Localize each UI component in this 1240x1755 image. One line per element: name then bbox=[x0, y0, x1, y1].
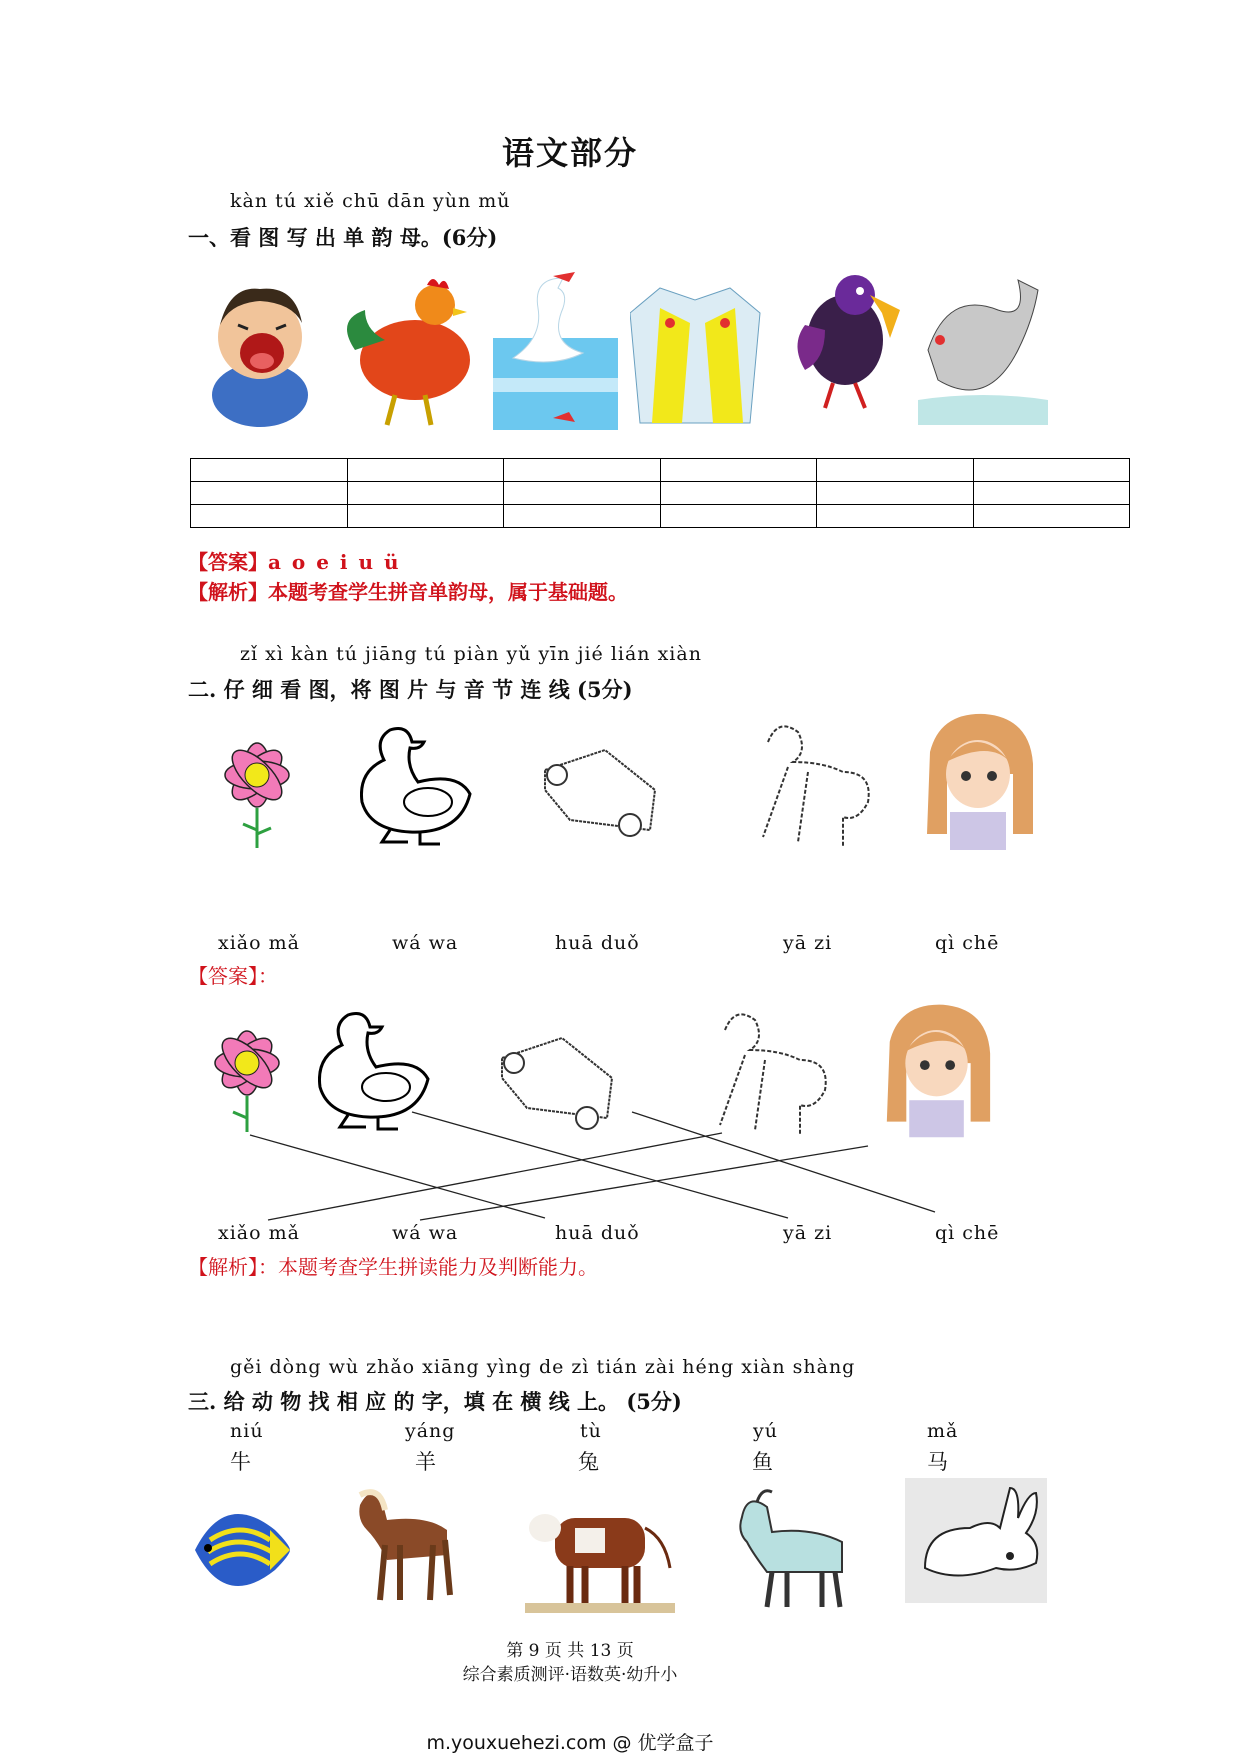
angelfish-image bbox=[190, 1500, 295, 1605]
answer-syllable-3: huā duǒ bbox=[555, 1222, 640, 1244]
line-car-qiche bbox=[632, 1112, 935, 1212]
char-tu: 兔 bbox=[578, 1450, 599, 1474]
analysis-label: 【解析】 bbox=[188, 580, 268, 604]
q2-syllable-2: wá wa bbox=[392, 932, 459, 954]
q2-syllable-1: xiǎo mǎ bbox=[218, 932, 300, 954]
answer-text: a o e i u ü bbox=[268, 550, 401, 574]
line-horse-xiaoma bbox=[268, 1133, 722, 1220]
rabbit-drawing-image bbox=[905, 1478, 1047, 1603]
char-niu: 牛 bbox=[230, 1450, 251, 1474]
q2-syllable-4: yā zi bbox=[783, 932, 833, 954]
footer-subtitle: 综合素质测评·语数英·幼升小 bbox=[462, 1665, 678, 1685]
char-ma: 马 bbox=[927, 1450, 948, 1474]
q2-pinyin: zǐ xì kàn tú jiāng tú piàn yǔ yīn jié lián xiàn bbox=[240, 643, 702, 665]
watermark: m.youxuehezi.com @ 优学盒子 bbox=[426, 1732, 714, 1754]
analysis-text: 本题考查学生拼音单韵母，属于基础题。 bbox=[268, 580, 628, 604]
char-yu: 鱼 bbox=[752, 1450, 773, 1474]
analysis-text: 本题考查学生拼读能力及判断能力。 bbox=[278, 1255, 598, 1279]
answer-syllable-4: yā zi bbox=[783, 1222, 833, 1244]
q1-heading: 一、看 图 写 出 单 韵 母。(6分) bbox=[188, 225, 498, 250]
line-flower-huaduo bbox=[250, 1135, 545, 1218]
answer-syllable-5: qì chē bbox=[935, 1222, 1000, 1244]
char-pinyin-yu: yú bbox=[753, 1420, 778, 1442]
char-pinyin-ma: mǎ bbox=[927, 1420, 959, 1442]
q1-pinyin: kàn tú xiě chū dān yùn mǔ bbox=[230, 190, 511, 212]
q3-pinyin: gěi dòng wù zhǎo xiāng yìng de zì tián zài héng xiàn shàng bbox=[230, 1356, 856, 1378]
page-number: 第 9 页 共 13 页 bbox=[506, 1641, 634, 1661]
line-doll-wawa bbox=[420, 1146, 868, 1220]
q2-answer-label: 【答案】： bbox=[188, 964, 278, 988]
line-duck-yazi bbox=[412, 1112, 788, 1218]
cow-image bbox=[525, 1498, 675, 1613]
answer-syllable-1: xiǎo mǎ bbox=[218, 1222, 300, 1244]
char-pinyin-niu: niú bbox=[230, 1420, 264, 1442]
analysis-label: 【解析】： bbox=[188, 1255, 278, 1279]
char-pinyin-yang: yáng bbox=[405, 1420, 456, 1442]
q2-heading: 二. 仔 细 看 图，将 图 片 与 音 节 连 线 (5分) bbox=[188, 677, 633, 702]
q2-syllable-3: huā duǒ bbox=[555, 932, 640, 954]
page-title: 语文部分 bbox=[501, 134, 638, 172]
q3-heading: 三. 给 动 物 找 相 应 的 字，填 在 横 线 上。 (5分) bbox=[188, 1389, 682, 1414]
horse-photo-image bbox=[345, 1485, 460, 1605]
q2-syllable-5: qì chē bbox=[935, 932, 1000, 954]
answer-label: 【答案】 bbox=[188, 550, 268, 574]
goat-image bbox=[732, 1487, 852, 1612]
char-pinyin-tu: tù bbox=[580, 1420, 602, 1442]
char-yang: 羊 bbox=[415, 1450, 436, 1474]
q2-analysis bbox=[188, 1251, 598, 1280]
answer-syllable-2: wá wa bbox=[392, 1222, 459, 1244]
